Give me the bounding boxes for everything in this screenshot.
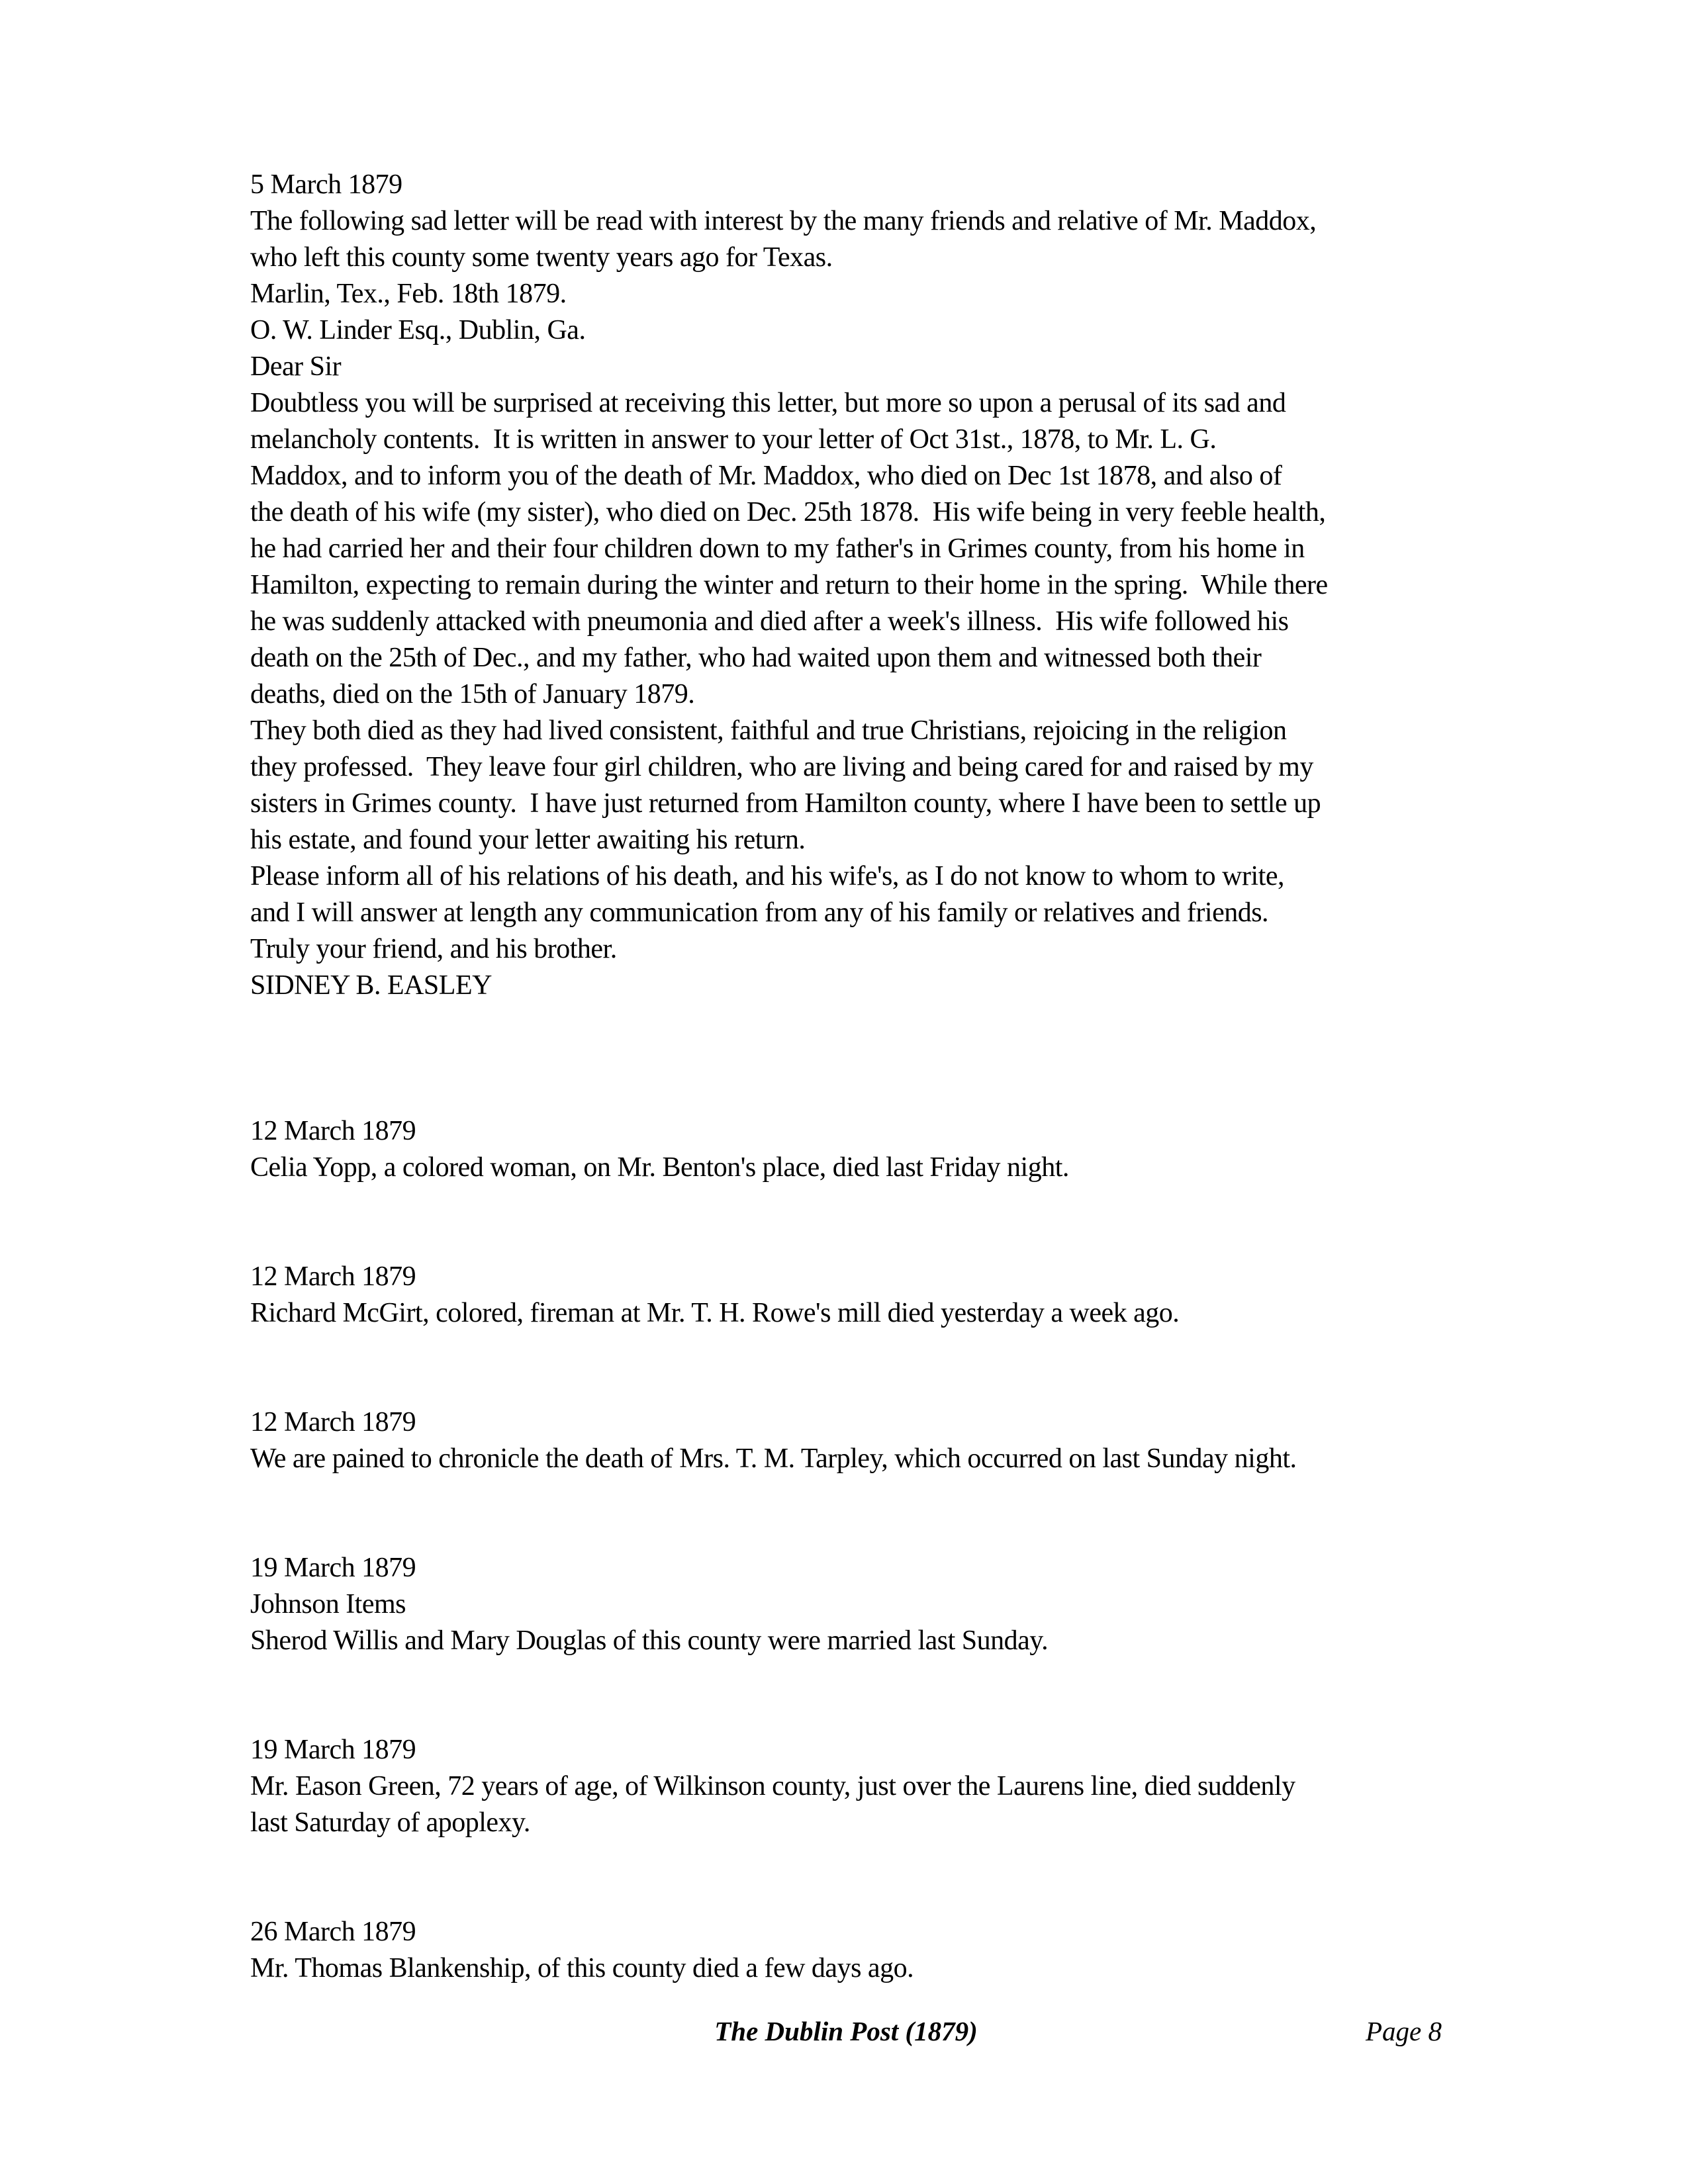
text-line: They both died as they had lived consistent, faithful and true Christians, rejoicing in the religion: [250, 715, 1287, 746]
text-line: 5 March 1879: [250, 169, 402, 200]
text-line: O. W. Linder Esq., Dublin, Ga.: [250, 315, 586, 345]
text-line: Richard McGirt, colored, fireman at Mr. T. H. Rowe's mill died yesterday a week ago.: [250, 1298, 1180, 1328]
text-line: 19 March 1879: [250, 1553, 416, 1583]
text-line: Maddox, and to inform you of the death of Mr. Maddox, who died on Dec 1st 1878, and also of: [250, 461, 1282, 491]
text-line: they professed. They leave four girl children, who are living and being cared for and raised by my: [250, 752, 1313, 782]
text-line: he was suddenly attacked with pneumonia and died after a week's illness. His wife followed his: [250, 606, 1289, 637]
text-line: We are pained to chronicle the death of Mrs. T. M. Tarpley, which occurred on last Sunday night.: [250, 1443, 1297, 1474]
entry: [250, 1550, 1442, 1659]
text-line: the death of his wife (my sister), who died on Dec. 25th 1878. His wife being in very feeble health,: [250, 497, 1326, 527]
text-line: 19 March 1879: [250, 1735, 416, 1765]
footer-source-title: The Dublin Post (1879): [714, 2016, 978, 2046]
text-line: Doubtless you will be surprised at receiving this letter, but more so upon a perusal of its sad and: [250, 388, 1286, 418]
entry: [250, 1113, 1442, 1186]
text-line: Truly your friend, and his brother.: [250, 934, 617, 964]
entry: [250, 1914, 1442, 1987]
text-line: Sherod Willis and Mary Douglas of this county were married last Sunday.: [250, 1625, 1049, 1656]
entry: [250, 167, 1442, 1004]
text-line: death on the 25th of Dec., and my father, who had waited upon them and witnessed both their: [250, 643, 1262, 673]
text-line: sisters in Grimes county. I have just returned from Hamilton county, where I have been to settle up: [250, 788, 1321, 819]
text-line: Dear Sir: [250, 351, 342, 382]
text-line: Mr. Thomas Blankenship, of this county died a few days ago.: [250, 1953, 914, 1983]
entry: [250, 1259, 1442, 1332]
entry: [250, 1732, 1442, 1841]
text-line: The following sad letter will be read with interest by the many friends and relative of Mr. Maddox,: [250, 206, 1317, 236]
text-line: 12 March 1879: [250, 1116, 416, 1146]
entry: [250, 1404, 1442, 1477]
footer-page-number: Page 8: [1366, 2016, 1442, 2046]
text-line: 12 March 1879: [250, 1261, 416, 1292]
text-line: Celia Yopp, a colored woman, on Mr. Benton's place, died last Friday night.: [250, 1152, 1069, 1183]
text-line: deaths, died on the 15th of January 1879.: [250, 679, 695, 709]
text-line: his estate, and found your letter awaiting his return.: [250, 825, 806, 855]
text-line: who left this county some twenty years ago for Texas.: [250, 242, 833, 273]
text-line: melancholy contents. It is written in answer to your letter of Oct 31st., 1878, to Mr. L. G.: [250, 424, 1217, 455]
text-line: 26 March 1879: [250, 1917, 416, 1947]
text-line: last Saturday of apoplexy.: [250, 1807, 530, 1838]
text-line: Mr. Eason Green, 72 years of age, of Wilkinson county, just over the Laurens line, died suddenly: [250, 1771, 1295, 1801]
text-line: Hamilton, expecting to remain during the winter and return to their home in the spring. While there: [250, 570, 1328, 600]
page-footer: [250, 2013, 1442, 2053]
text-line: Please inform all of his relations of his death, and his wife's, as I do not know to whom to write,: [250, 861, 1284, 891]
text-line: and I will answer at length any communication from any of his family or relatives and friends.: [250, 897, 1269, 928]
document-body: [250, 167, 1442, 1987]
text-line: Johnson Items: [250, 1589, 406, 1619]
text-line: he had carried her and their four children down to my father's in Grimes county, from his home in: [250, 533, 1305, 564]
text-line: SIDNEY B. EASLEY: [250, 970, 492, 1001]
text-line: 12 March 1879: [250, 1407, 416, 1437]
text-line: Marlin, Tex., Feb. 18th 1879.: [250, 279, 567, 309]
